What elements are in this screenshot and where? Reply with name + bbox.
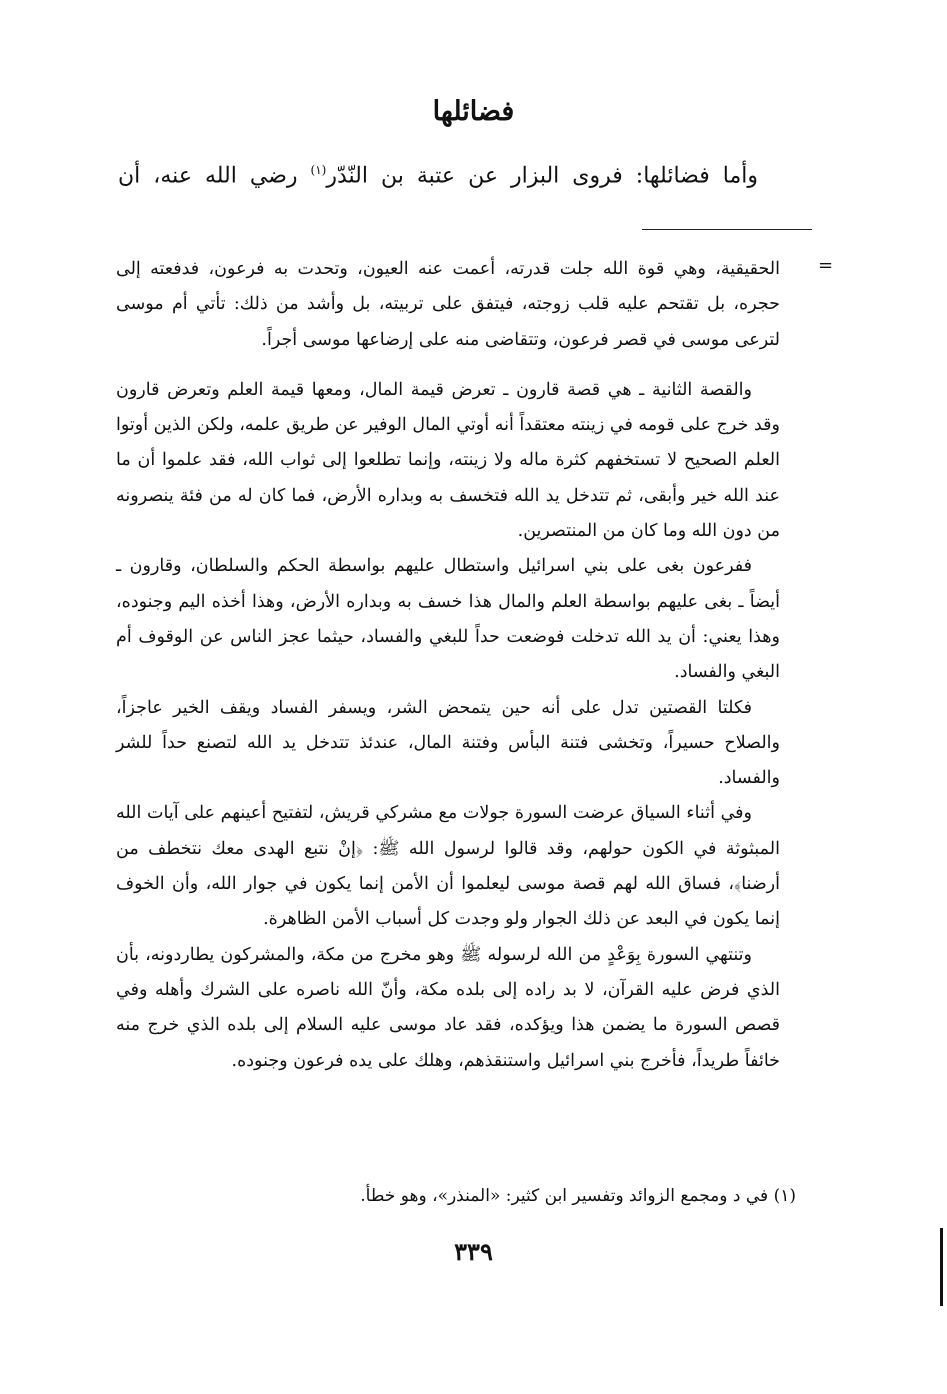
paragraph: والقصة الثانية ـ هي قصة قارون ـ تعرض قيمة المال، ومعها قيمة العلم وتعرض قارون وقد خرج على قومه في زينته معتقداً أنه أوتي المال الوفير عن طريق علمه، ولكن الذين أوتوا العلم الصحيح لا تستخفهم كثرة ماله ولا زينته، وإنما تطلعوا إلى ثواب الله، فقد علموا أن ما عند الله خير وأبقى، ثم تتدخل يد الله فتخسف به وبداره الأرض، فما كان له من فئة ينصرونه من دون الله وما كان من المنتصرين. bbox=[116, 379, 780, 542]
footnote-reference: (١) bbox=[310, 163, 327, 177]
paragraph: فكلتا القصتين تدل على أنه حين يتمحض الشر، ويسفر الفساد ويقف الخير عاجزاً، والصلاح حسيراً، وتخشى فتنة البأس وفتنة المال، عندئذ تتدخل يد الله لتصنع حداً للشر والفساد. bbox=[116, 697, 780, 789]
page-number: ٣٣٩ bbox=[454, 1237, 493, 1266]
paragraph: وتنتهي السورة بِوَعْدٍ من الله لرسوله ﷺ وهو مخرج من مكة، والمشركون يطاردونه، بأن الذي فرض عليه القرآن، لا بد راده إلى بلده مكة، وأنّ الله ناصره على الشرك وأهله وفي قصص السورة ما يضمن هذا ويؤكده، فقد عاد موسى عليه السلام إلى بلده الذي خرج منه خائفاً طريداً، فأخرج بني اسرائيل واستنقذهم، وهلك على يده فرعون وجنوده. bbox=[116, 944, 780, 1071]
footnote-marker: (١) bbox=[773, 1186, 796, 1206]
separator-rule bbox=[642, 229, 812, 230]
footnote-text: في د ومجمع الزوائد وتفسير ابن كثير: «المنذر»، وهو خطأ. bbox=[360, 1186, 774, 1206]
scan-edge-mark bbox=[940, 1228, 943, 1306]
paragraph: الحقيقية، وهي قوة الله جلت قدرته، أعمت عنه العيون، وتحدت به فرعون، فدفعته إلى حجره، بل تقتحم عليه قلب زوجته، فيتفق على تربيته، بل وأشد من ذلك: تأتي أم موسى لترعى موسى في قصر فرعون، وتتقاضى منه على إرضاعها موسى أجراً. bbox=[116, 259, 780, 350]
paragraph: وفي أثناء السياق عرضت السورة جولات مع مشركي قريش، لتفتيح أعينهم على آيات الله المبثوثة في الكون حولهم، وقد قالوا لرسول الله ﷺ: ﴿إنْ نتبع الهدى معك نتخطف من أرضنا﴾، فساق الله لهم قصة موسى ليعلموا أن الأمن إنما يكون في جوار الله، وأن الخوف إنما يكون في البعد عن ذلك الجوار ولو وجدت كل أسباب الأمن الظاهرة. bbox=[116, 803, 780, 930]
commentary-block bbox=[116, 252, 780, 1079]
intro-line bbox=[118, 150, 758, 196]
continuation-mark: = bbox=[818, 255, 834, 276]
intro-text-end: رضي الله عنه، أن bbox=[118, 163, 311, 189]
intro-text: وأما فضائلها: فروى البزار عن عتبة بن النّدّر bbox=[326, 163, 758, 189]
footnote bbox=[116, 1181, 796, 1211]
paragraph: ففرعون بغى على بني اسرائيل واستطال عليهم بواسطة الحكم والسلطان، وقارون ـ أيضاً ـ بغى عليهم بواسطة العلم والمال هذا خسف به وبداره الأرض، وهذا أخذه اليم وجنوده، وهذا يعني: أن يد الله تدخلت فوضعت حداً للبغي والفساد، حيثما عجز الناس عن الوقوف أم البغي والفساد. bbox=[116, 556, 780, 683]
section-heading: فضائلها bbox=[432, 96, 515, 127]
